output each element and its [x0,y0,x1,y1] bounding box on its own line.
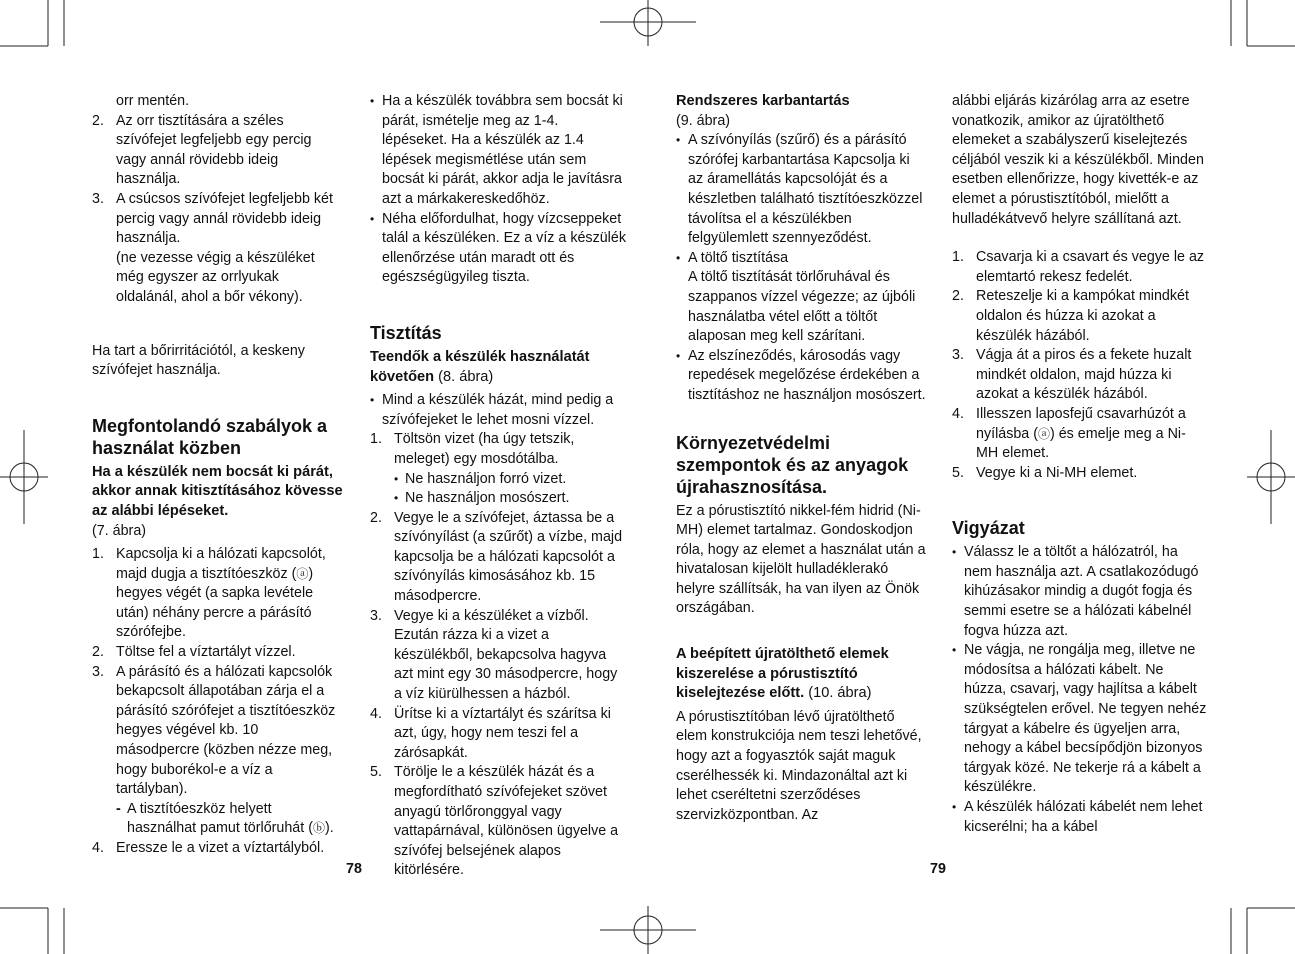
subsection-heading: A beépített újratölthető elemek kiszerelése a pórustisztító kiselejtezése előtt. (10. ábra) [676,646,889,702]
list-item: 5. Vegye ki a Ni-MH elemet. [952,464,1138,481]
list-item: 3. Vágja át a piros és a fekete huzalt mindkét oldalon, majd húzza ki azokat a készülék házából. [952,347,1192,403]
bullet-item: • A töltő tisztítása A töltő tisztítását törlőruhával és szappanos vízzel végezze; az újbóli használatba vétel előtt a töltőt alaposan meg kell szárítani. [676,249,916,345]
list-item: 4. Illesszen laposfejű csavarhúzót a nyílásba (ⓐ) és emelje meg a Ni-MH elemet. [952,405,1186,462]
bullet-icon: • [676,133,681,148]
bullet-item: • Az elszíneződés, károsodás vagy repedések megelőzése érdekében a tisztításhoz ne használjon mosószert. [676,347,926,403]
bullet-icon: • [394,491,399,506]
list-item: 4. Eressze le a vizet a víztartályból. [92,840,325,856]
list-item: 5. Törölje le a készülék házát és a megfordítható szívófejeket szövet anyagú törlőronggyal vagy vattapárnával, különösen ügyelve a szívófej belsejének alapos kitörlésére. [370,764,619,879]
bullet-icon: • [676,250,681,265]
paragraph: Ez a pórustisztító nikkel-fém hidrid (Ni-MH) elemet tartalmaz. Gondoskodjon róla, hogy az elemet a használat után a hivatalosan kijelölt hulladéklerakó helyre szállítsák, ha van ilyen az Önök országában. [676,502,926,617]
bullet-icon: • [676,348,681,363]
section-heading: Környezetvédelmi szempontok és az anyagok újrahasznosítása. [676,432,909,497]
bullet-item: • Ne vágja, ne rongálja meg, illetve ne módosítsa a hálózati kábelt. Ne húzza, csavarj, vagy hajlítsa a kábelt szükségtelen erővel. Ne tegyen nehéz tárgyat a kábelre és ügyeljen arra, nehogy a kábel becsípődjön bizonyos tárgyak közé. Ne tekerje rá a kábelt a készülékre. [952,642,1207,796]
section-heading: Megfontolandó szabályok a használat közben [92,415,328,458]
bullet-item: • Néha előfordulhat, hogy vízcseppeket talál a készüléken. Ez a víz a készülék ellenőrzése után maradt ott és egészségügyileg tiszta. [370,210,626,286]
paragraph: alábbi eljárás kizárólag arra az esetre vonatkozik, amikor az újratölthető elemeket a szabályszerű kiselejtezés céljából veszik ki a készülékből. Minden esetben ellenőrizze, hogy kivették-e az elemet a pórustisztítóból, mielőtt a hulladékátvevő helyre szállítaná azt. [952,93,1204,227]
bullet-icon: • [370,94,375,108]
bullet-item: • A szívónyílás (szűrő) és a párásító szórófej karbantartása Kapcsolja ki az áramellátás kapcsolóját és a készletben található tisztítóeszközzel távolítsa el a készülékben felgyülemlett szennyeződést. [676,132,923,247]
column-3 [676,92,928,825]
list-item: 1. Töltsön vizet (ha úgy tetszik, meleget) egy mosdótálba. [370,431,575,467]
item-1-continuation: orr mentén. [116,93,190,109]
circle-b-icon: ⓑ [312,821,325,836]
figure-ref: (9. ábra) [676,112,731,129]
bullet-icon: • [952,545,957,560]
bullet-item: • Mind a készülék házát, mind pedig a szívófejeket le lehet mosni vízzel. [370,392,614,428]
bullet-icon: • [952,643,957,658]
bullet-icon: • [394,471,399,486]
list-item: 2. Töltse fel a víztartályt vízzel. [92,644,296,661]
circle-a-icon: ⓐ [1037,426,1050,441]
circle-a-icon: ⓐ [296,566,309,581]
bullet-item: • A készülék hálózati kábelét nem lehet kicserélni; ha a kábel [952,799,1203,835]
section-heading: Tisztítás [370,322,442,343]
list-item: 1. Csavarja ki a csavart és vegye le az elemtartó rekesz fedelét. [952,249,1205,285]
list-item: 2. Reteszelje ki a kampókat mindkét oldalon és húzza ki azokat a készülék házából. [952,288,1189,344]
section-heading: Vigyázat [952,518,1025,539]
column-1 [92,92,344,859]
dash-item: - A tisztítóeszköz helyett használhat pamut törlőruhát (ⓑ). [116,800,334,837]
bullet-icon: • [370,211,375,226]
subsection-heading: Teendők a készülék használatát követően (8. ábra) [370,348,590,385]
list-item: 3. A csúcsos szívófejet legfeljebb két percig vagy annál rövidebb ideig használja. (ne vezesse végig a készüléket még egyszer az orrlyukak oldalánál, ahol a bőr vékony). [92,190,333,305]
list-item: 3. Vegye ki a készüléket a vízből. Ezután rázza ki a vizet a készülékből, bekapcsolva hagyva azt mint egy 30 másodpercre, hogy a víz kiürülhessen a házból. [370,607,618,703]
list-item: 2. Az orr tisztítására a széles szívófejet legfeljebb egy percig vagy annál rövidebb ideig használja. [92,112,312,188]
list-item: 4. Ürítse ki a víztartályt és szárítsa ki azt, úgy, hogy nem teszi fel a zárósapkát. [370,705,611,761]
paragraph: A pórustisztítóban lévő újratölthető elem konstrukciója nem teszi lehetővé, hogy azt a fogyasztók saját maguk cserélhessék ki. Mindazonáltal azt ki lehet cseréltetni szerződéses szervizközpontban. Az [676,708,922,823]
paragraph: Ha tart a bőrirritációtól, a keskeny szívófejet használja. [92,342,305,379]
subsection-heading: Rendszeres karbantartás [676,93,850,109]
column-2 [370,92,626,881]
list-item: 2. Vegye le a szívófejet, áztassa be a szívónyílást (a szűrőt) a vízbe, majd kapcsolja be a hálózati kapcsolót a szívónyílás kimosásához kb. 15 másodpercre. [370,509,623,605]
bullet-icon: • [370,393,375,408]
bullet-item: • Válassz le a töltőt a hálózatról, ha nem használja azt. A csatlakozódugó kihúzásakor mindig a dugót fogja és semmi esetre se a hálózati kábelnél fogva húzza azt. [952,544,1199,639]
column-4 [952,92,1208,837]
list-item: 1. Kapcsolja ki a hálózati kapcsolót, majd dugja a tisztítóeszköz (ⓐ) hegyes végét (a sapka levétele után) néhány percre a párásító szórófejbe. [92,546,326,641]
sub-bullet-item: • Ne használjon forró vizet. [370,470,626,490]
bullet-icon: • [952,800,957,814]
sub-bullet-item: • Ne használjon mosószert. [370,489,626,509]
page-number-right: 79 [930,861,946,877]
page-number-left: 78 [346,861,362,877]
bullet-item: • Ha a készülék továbbra sem bocsát ki párát, ismételje meg az 1-4. lépéseket. Ha a készülék az 1.4 lépések megismétlése után sem bocsát ki párát, akkor adja le javításra azt a márkakereskedőhöz. [370,93,623,207]
figure-ref: (7. ábra) [92,522,147,539]
list-item: 3. A párásító és a hálózati kapcsolók bekapcsolt állapotában zárja el a párásító szórófejet a tisztítóeszköz hegyes végével kb. 10 másodpercre (közben nézze meg, hogy buborékol-e a víz a tartályban). [92,663,336,798]
subsection-heading: Ha a készülék nem bocsát ki párát, akkor annak kitisztításához kövesse az alábbi lépéseket. [92,463,343,519]
